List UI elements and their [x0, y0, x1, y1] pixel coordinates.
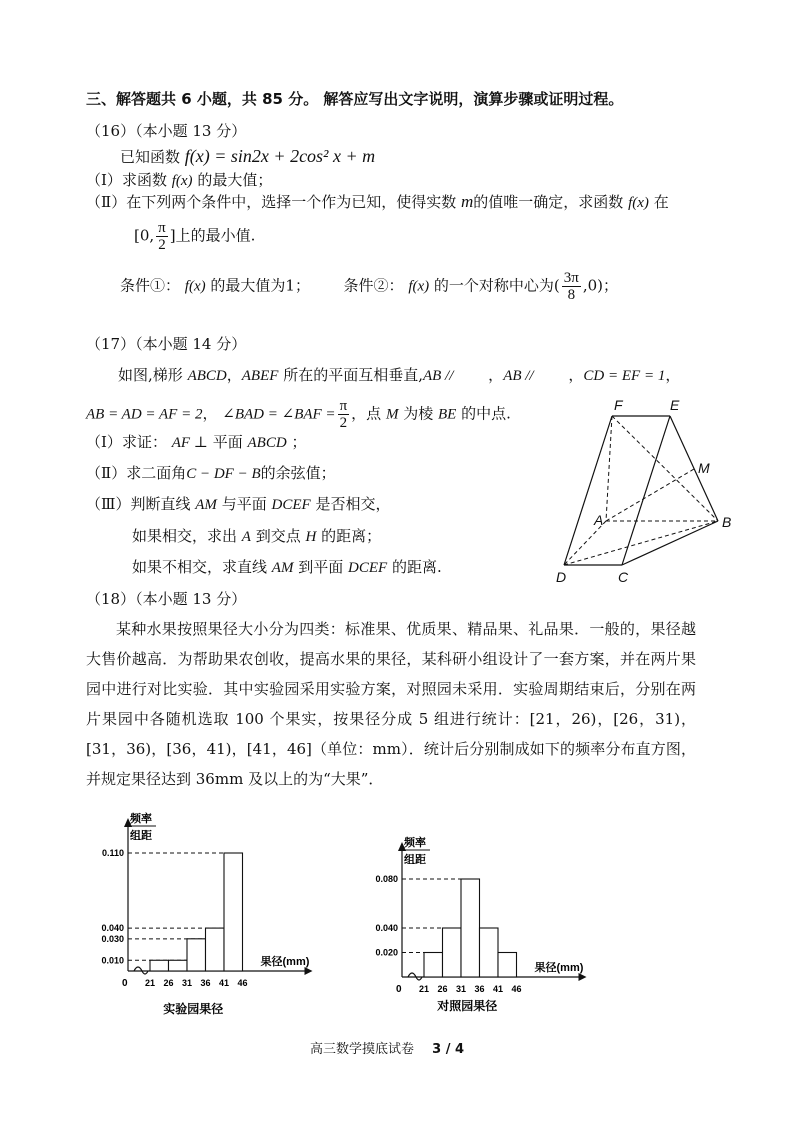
- x-tick-label: 46: [237, 978, 248, 988]
- y-label-denominator: 组距: [404, 854, 426, 866]
- q16-header: （16）（本小题 13 分）: [86, 122, 247, 140]
- q17-part3b-text: 如果相交，求出: [132, 527, 238, 545]
- q16-part2-m: m: [461, 192, 474, 211]
- y-label-denominator: 组距: [130, 830, 152, 842]
- x-tick-label: 41: [492, 984, 504, 994]
- x-tick-label: 46: [511, 984, 522, 994]
- edge-eb: [670, 416, 718, 521]
- label-e: E: [670, 397, 680, 413]
- histogram-experimental: [90, 808, 360, 1033]
- q17-line2-den: 2: [339, 415, 348, 431]
- q17-line2-e: M: [385, 406, 399, 423]
- y-tick-label: 0.020: [375, 947, 398, 958]
- q16-interval-num: π: [158, 220, 166, 236]
- x-axis-arrow: [305, 967, 313, 975]
- q16-part2-end: 在: [653, 193, 669, 211]
- q16-interval-den: 2: [158, 237, 166, 253]
- x-tick-label: 26: [163, 978, 174, 988]
- page-footer: [310, 1038, 464, 1057]
- q16-part2-label: （Ⅱ）: [86, 193, 127, 211]
- q16-part2: [86, 192, 669, 213]
- q17-part3c-text: 如果不相交，求直线: [132, 558, 268, 576]
- label-d: D: [556, 569, 567, 585]
- q17-part1-text2: 平面: [212, 433, 243, 451]
- q16-cond2-text: 的一个对称中心为(: [433, 276, 560, 295]
- q17-geometry-figure: [550, 395, 740, 590]
- q17-line1-d: ABEF: [241, 368, 279, 384]
- q17-part3c: [132, 557, 442, 578]
- x-tick-label: 41: [218, 978, 230, 988]
- q17-part2: [86, 463, 336, 484]
- y-label-numerator: 频率: [130, 813, 152, 825]
- chart-title: 实验园果径: [163, 1002, 224, 1016]
- bar-36: [480, 928, 499, 977]
- q17-line1-h: AB //: [503, 368, 534, 384]
- q17-line1-e: 所在的平面互相垂直,: [283, 366, 423, 384]
- q17-part1-label: （Ⅰ）: [86, 433, 122, 451]
- bar-21: [150, 960, 169, 971]
- histogram-control: [368, 832, 608, 1032]
- q17-line1-a: 如图,梯形: [118, 366, 183, 384]
- x-axis-label: 果径(mm): [260, 956, 310, 968]
- q16-part1-text: 求函数: [121, 171, 167, 189]
- x-axis-label: 果径(mm): [534, 962, 584, 974]
- q17-part1-math: AF ⊥: [171, 435, 208, 451]
- edge-cb: [622, 521, 718, 565]
- q17-line2-g: BE: [438, 406, 457, 423]
- q17-part2-label: （Ⅱ）: [86, 464, 127, 482]
- q17-part2-end: 的余弦值；: [260, 464, 336, 482]
- q16-part1-suffix: 的最大值；: [197, 171, 273, 189]
- q17-line2-f: 为棱: [403, 404, 434, 423]
- q16-given: [120, 146, 375, 167]
- q17-part3-math: AM: [195, 497, 217, 513]
- y-tick-label: 0.080: [375, 874, 398, 884]
- section-title: 三、解答题共 6 小题，共 85 分。 解答应写出文字说明，演算步骤或证明过程。: [86, 90, 624, 108]
- label-c: C: [618, 569, 629, 585]
- q16-cond1-text: 的最大值为1；: [210, 276, 310, 295]
- edge-fd: [564, 416, 612, 565]
- q17-part2-text: 求二面角: [126, 464, 187, 482]
- bar-31: [461, 879, 480, 977]
- bar-26: [169, 960, 188, 971]
- q17-line1-k: ，: [665, 366, 681, 384]
- q17-line2-a: AB = AD = AF = 2: [86, 406, 203, 423]
- q16-part1-label: （Ⅰ）: [86, 171, 122, 189]
- q17-line2-b: ，: [202, 404, 218, 423]
- y-tick-label: 0.030: [101, 933, 124, 944]
- origin-label: 0: [122, 978, 128, 989]
- x-tick-label: 36: [474, 984, 485, 994]
- q17-line2-c: ∠BAD = ∠BAF =: [222, 406, 336, 423]
- q17-part2-math: C − DF − B: [186, 466, 261, 482]
- q17-part3-label: （Ⅲ）: [86, 495, 131, 513]
- q16-cond2-num: 3π: [563, 270, 579, 286]
- bar-21: [424, 953, 443, 978]
- q17-line1-f: AB //: [422, 368, 454, 384]
- q16-cond1-func: f(x): [184, 278, 206, 295]
- y-tick-label: 0.110: [101, 848, 124, 858]
- q16-conditions: [120, 270, 618, 303]
- q16-interval: [134, 220, 255, 253]
- x-tick-label: 26: [437, 984, 448, 994]
- q16-part2-text: 在下列两个条件中，选择一个作为已知，使得实数: [126, 193, 457, 211]
- x-tick-label: 21: [144, 978, 156, 988]
- q17-part3c-end: 的距离.: [392, 558, 442, 576]
- q17-line2-h: 的中点.: [461, 404, 511, 423]
- q17-part3-text: 判断直线: [130, 495, 191, 513]
- q16-given-prefix: 已知函数: [120, 148, 181, 166]
- q17-part3: [86, 494, 390, 515]
- q17-part3-text2: 与平面: [221, 495, 267, 513]
- q17-part1-text: 求证：: [121, 433, 167, 451]
- q16-interval-open: [0,: [134, 226, 155, 245]
- bar-41: [498, 953, 517, 978]
- q17-part3c-dcef: DCEF: [348, 560, 388, 576]
- origin-label: 0: [396, 984, 402, 995]
- q17-line1-g: ，: [488, 366, 504, 384]
- edge-db: [564, 521, 718, 565]
- bar-36: [206, 928, 225, 971]
- q17-line1: [118, 365, 680, 386]
- q16-cond2-close: ,0)；: [582, 276, 619, 295]
- q16-part2-mid: 的值唯一确定，求函数: [473, 193, 624, 211]
- q16-cond2-den: 8: [567, 287, 576, 303]
- label-m: M: [698, 460, 710, 476]
- footer-page: 3 / 4: [432, 1042, 465, 1057]
- y-tick-label: 0.010: [101, 955, 124, 966]
- q18-paragraph: 某种水果按照果径大小分为四类：标准果、优质果、精品果、礼品果．一般的，果径越大售价越高．为帮助果农创收，提高水果的果径，某科研小组设计了一套方案，并在两片果园中进行对比实验．其中实验园采用实验方案，对照园未采用．实验周期结束后，分别在两片果园中各随机选取 100 个果实，按果径分成 5 组进行统计：[21，26)，[26，31)，[31，36)，[36，41)，[41，46]（单位：mm）．统计后分别制成如下的频率分布直方图，并规定果径达到 36mm 及以上的为“大果”．: [86, 620, 696, 788]
- label-f: F: [614, 397, 623, 413]
- q17-part3b-end: 的距离；: [321, 527, 382, 545]
- q17-line1-j: CD = EF = 1: [583, 368, 666, 384]
- chart-title: 对照园果径: [437, 999, 498, 1013]
- q16-cond1-label: 条件①：: [120, 276, 181, 295]
- q17-line2: [86, 398, 511, 431]
- x-tick-label: 31: [181, 978, 193, 988]
- y-tick-label: 0.040: [375, 923, 398, 933]
- y-label-numerator: 频率: [404, 837, 426, 849]
- q17-part3c-mid: 到平面: [298, 558, 344, 576]
- q17-header: （17）（本小题 14 分）: [86, 335, 247, 353]
- q17-part1: [86, 432, 306, 453]
- x-tick-label: 31: [455, 984, 467, 994]
- q17-part3b-h: H: [305, 529, 317, 545]
- footer-text: 高三数学摸底试卷: [310, 1042, 415, 1057]
- q17-line1-i: ，: [568, 366, 584, 384]
- q17-part1-end: ；: [291, 433, 307, 451]
- q17-line1-b: ABCD: [187, 368, 227, 384]
- label-a: A: [594, 512, 604, 528]
- q16-cond2-func: f(x): [408, 278, 430, 295]
- q17-line1-c: ，: [226, 366, 242, 384]
- y-tick-label: 0.040: [101, 923, 124, 934]
- q17-line2-d: ，点: [351, 404, 382, 423]
- q16-part1: [86, 170, 272, 191]
- q16-given-formula: f(x) = sin2x + 2cos² x + m: [184, 146, 376, 166]
- q18-header: （18）（本小题 13 分）: [86, 590, 247, 608]
- q17-line2-fraction: [338, 398, 350, 431]
- bar-26: [443, 928, 462, 977]
- q16-interval-fraction: [156, 220, 168, 253]
- q17-part3b-a: A: [241, 529, 251, 545]
- q16-part2-func: f(x): [628, 195, 649, 211]
- bar-41: [224, 853, 243, 971]
- q17-part3b: [132, 526, 381, 547]
- q17-part3-math2: DCEF: [271, 497, 311, 513]
- q17-part3c-am: AM: [271, 560, 294, 576]
- x-tick-label: 21: [418, 984, 430, 994]
- q16-interval-close: ]上的最小值.: [169, 226, 256, 245]
- bar-31: [187, 939, 206, 971]
- q16-cond2-label: 条件②：: [343, 276, 404, 295]
- q17-line2-num: π: [339, 398, 348, 414]
- q16-part1-func: f(x): [171, 173, 193, 189]
- q17-part3-end: 是否相交，: [315, 495, 391, 513]
- q16-cond2-fraction: [562, 270, 581, 303]
- x-tick-label: 36: [200, 978, 211, 988]
- q17-part3b-mid: 到交点: [255, 527, 301, 545]
- x-axis-arrow: [579, 973, 587, 981]
- q17-part1-math2: ABCD: [247, 435, 287, 451]
- label-b: B: [722, 514, 732, 530]
- edge-ec: [622, 416, 670, 565]
